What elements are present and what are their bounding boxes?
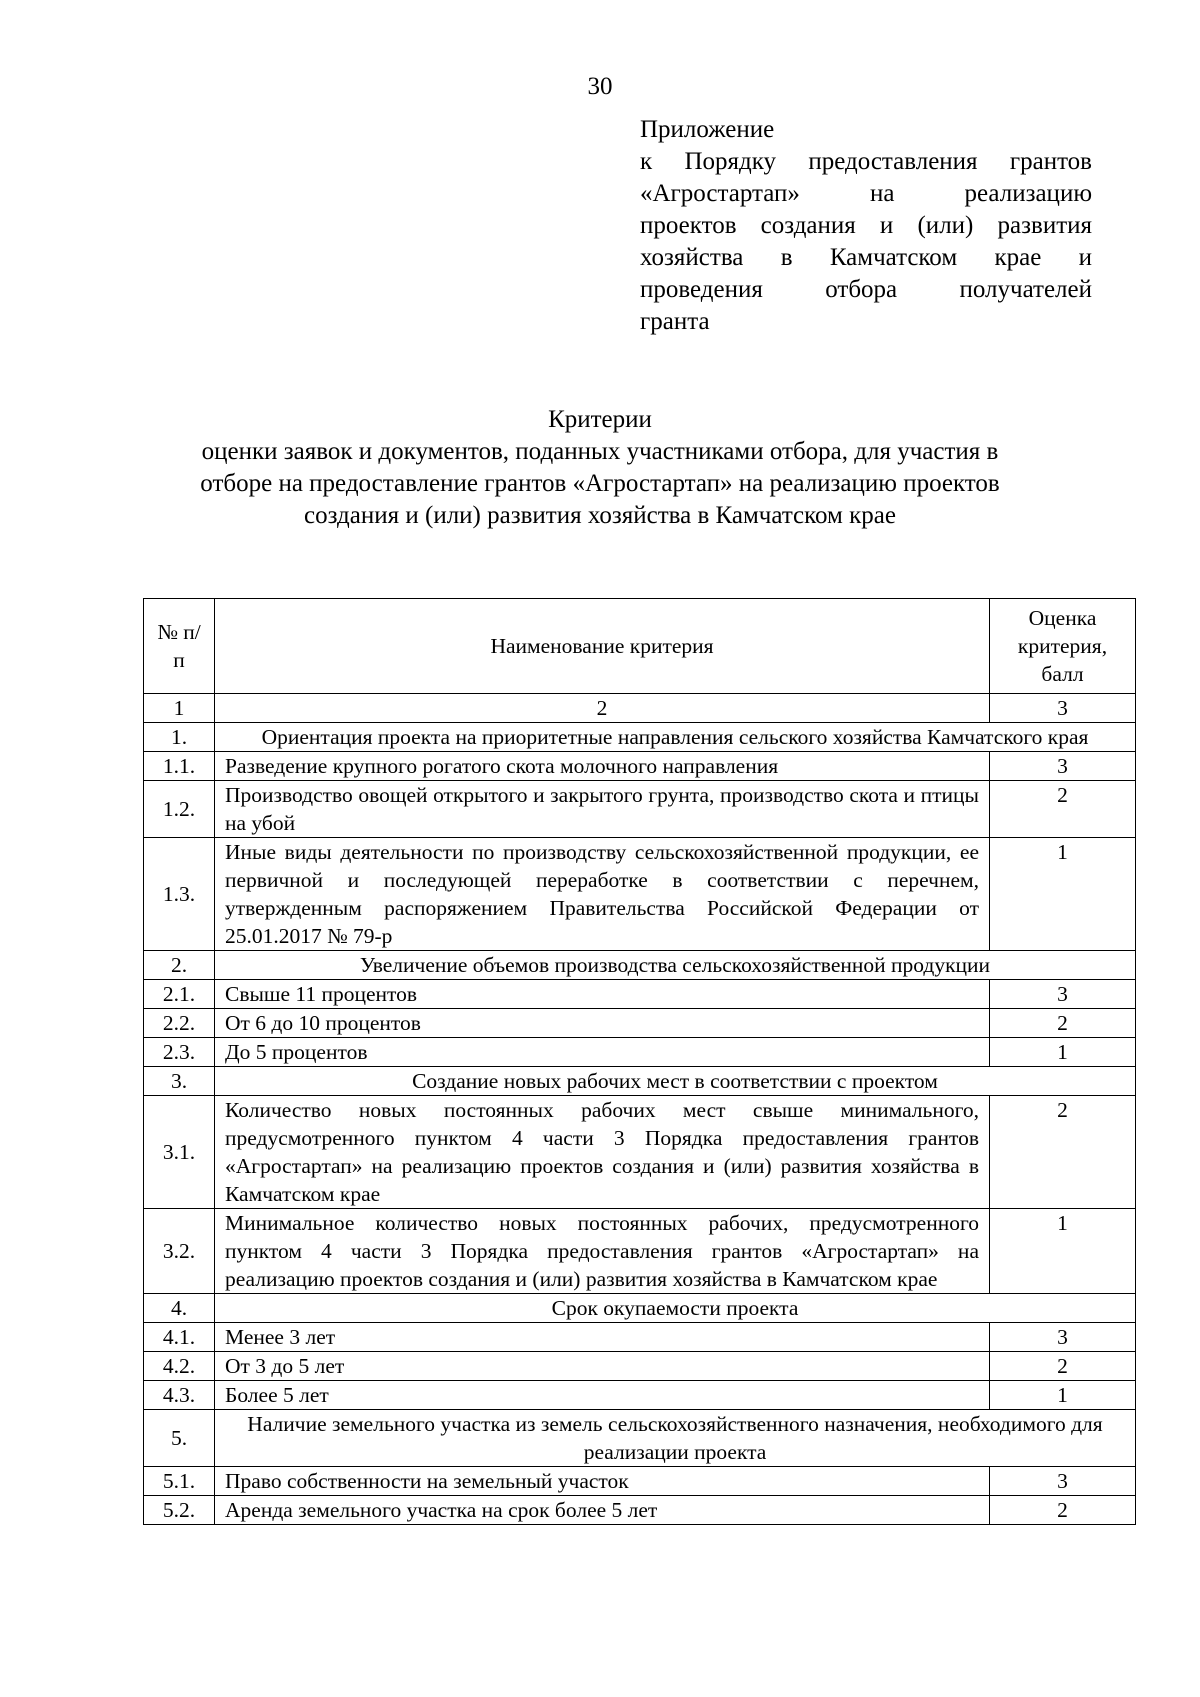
criterion-score: 3 — [990, 1323, 1136, 1352]
criterion-score: 3 — [990, 980, 1136, 1009]
criterion-text: Производство овощей открытого и закрытого грунта, производство скота и птицы на убой — [215, 781, 990, 838]
criterion-score: 2 — [990, 1096, 1136, 1209]
criterion-text: Право собственности на земельный участок — [215, 1467, 990, 1496]
criterion-score: 1 — [990, 1381, 1136, 1410]
appendix-line: проведения отбора получателей — [640, 276, 1092, 303]
criterion-text: Свыше 11 процентов — [215, 980, 990, 1009]
document-title — [100, 404, 1100, 532]
row-num: 4.1. — [144, 1323, 215, 1352]
row-num: 3.1. — [144, 1096, 215, 1209]
row-num: 2.2. — [144, 1009, 215, 1038]
table-row — [144, 1381, 1136, 1410]
row-num: 2.3. — [144, 1038, 215, 1067]
section-row — [144, 723, 1136, 752]
appendix-note — [640, 114, 1092, 338]
section-row — [144, 1410, 1136, 1467]
criterion-text: Разведение крупного рогатого скота молочного направления — [215, 752, 990, 781]
table-row — [144, 1352, 1136, 1381]
criterion-text: Более 5 лет — [215, 1381, 990, 1410]
appendix-line: хозяйства в Камчатском крае и — [640, 244, 1092, 271]
criterion-score: 2 — [990, 1496, 1136, 1525]
criterion-text: Иные виды деятельности по производству сельскохозяйственной продукции, ее первичной и последующей переработке в соответствии с перечнем, утвержденным распоряжением Правительства Российской Федерации от 25.01.2017 № 79-р — [215, 838, 990, 951]
row-num: 4.3. — [144, 1381, 215, 1410]
criteria-table — [143, 598, 1136, 1525]
appendix-line: проектов создания и (или) развития — [640, 212, 1092, 239]
section-title: Наличие земельного участка из земель сельскохозяйственного назначения, необходимого для реализации проекта — [215, 1410, 1136, 1467]
criterion-score: 2 — [990, 1352, 1136, 1381]
page-number: 30 — [587, 73, 613, 100]
header-score: Оценка критерия, балл — [990, 599, 1136, 694]
title-line: отборе на предоставление грантов «Агростартап» на реализацию проектов — [200, 470, 1000, 497]
table-row — [144, 1323, 1136, 1352]
header-name: Наименование критерия — [215, 599, 990, 694]
section-title: Увеличение объемов производства сельскохозяйственной продукции — [215, 951, 1136, 980]
row-num: 3. — [144, 1067, 215, 1096]
column-number-row — [144, 694, 1136, 723]
criterion-text: До 5 процентов — [215, 1038, 990, 1067]
criterion-score: 1 — [990, 838, 1136, 951]
column-number: 2 — [215, 694, 990, 723]
row-num: 4. — [144, 1294, 215, 1323]
table-header-row — [144, 599, 1136, 694]
column-number: 1 — [144, 694, 215, 723]
appendix-line: Приложение — [640, 116, 775, 143]
row-num: 1.3. — [144, 838, 215, 951]
criterion-text: От 3 до 5 лет — [215, 1352, 990, 1381]
appendix-line: к Порядку предоставления грантов — [640, 148, 1092, 175]
criterion-text: Аренда земельного участка на срок более 5 лет — [215, 1496, 990, 1525]
criterion-score: 1 — [990, 1038, 1136, 1067]
row-num: 1. — [144, 723, 215, 752]
appendix-line: «Агростартап» на реализацию — [640, 180, 1092, 207]
section-row — [144, 1294, 1136, 1323]
row-num: 1.2. — [144, 781, 215, 838]
criterion-score: 3 — [990, 1467, 1136, 1496]
row-num: 3.2. — [144, 1209, 215, 1294]
criterion-score: 1 — [990, 1209, 1136, 1294]
criterion-text: От 6 до 10 процентов — [215, 1009, 990, 1038]
criterion-text: Количество новых постоянных рабочих мест свыше минимального, предусмотренного пунктом 4 части 3 Порядка предоставления грантов «Агростартап» на реализацию проектов создания и (или) развития хозяйства в Камчатском крае — [215, 1096, 990, 1209]
section-row — [144, 1067, 1136, 1096]
criterion-score: 2 — [990, 1009, 1136, 1038]
row-num: 2. — [144, 951, 215, 980]
table-row — [144, 752, 1136, 781]
criterion-score: 2 — [990, 781, 1136, 838]
title-line: создания и (или) развития хозяйства в Камчатском крае — [304, 502, 896, 529]
row-num: 5. — [144, 1410, 215, 1467]
criterion-score: 3 — [990, 752, 1136, 781]
section-title: Ориентация проекта на приоритетные направления сельского хозяйства Камчатского края — [215, 723, 1136, 752]
table-row — [144, 1467, 1136, 1496]
criterion-text: Минимальное количество новых постоянных рабочих, предусмотренного пунктом 4 части 3 Порядка предоставления грантов «Агростартап» на реализацию проектов создания и (или) развития хозяйства в Камчатском крае — [215, 1209, 990, 1294]
table-row — [144, 1096, 1136, 1209]
row-num: 4.2. — [144, 1352, 215, 1381]
column-number: 3 — [990, 694, 1136, 723]
criterion-text: Менее 3 лет — [215, 1323, 990, 1352]
table-row — [144, 1209, 1136, 1294]
appendix-line: гранта — [640, 308, 710, 335]
table-row — [144, 1038, 1136, 1067]
header-num: № п/п — [144, 599, 215, 694]
table-row — [144, 781, 1136, 838]
title-line: оценки заявок и документов, поданных участниками отбора, для участия в — [201, 438, 999, 465]
section-row — [144, 951, 1136, 980]
table-row — [144, 1009, 1136, 1038]
table-row — [144, 838, 1136, 951]
section-title: Срок окупаемости проекта — [215, 1294, 1136, 1323]
title-heading: Критерии — [548, 406, 652, 433]
row-num: 5.2. — [144, 1496, 215, 1525]
table-row — [144, 1496, 1136, 1525]
row-num: 2.1. — [144, 980, 215, 1009]
row-num: 1.1. — [144, 752, 215, 781]
row-num: 5.1. — [144, 1467, 215, 1496]
table-row — [144, 980, 1136, 1009]
section-title: Создание новых рабочих мест в соответствии с проектом — [215, 1067, 1136, 1096]
